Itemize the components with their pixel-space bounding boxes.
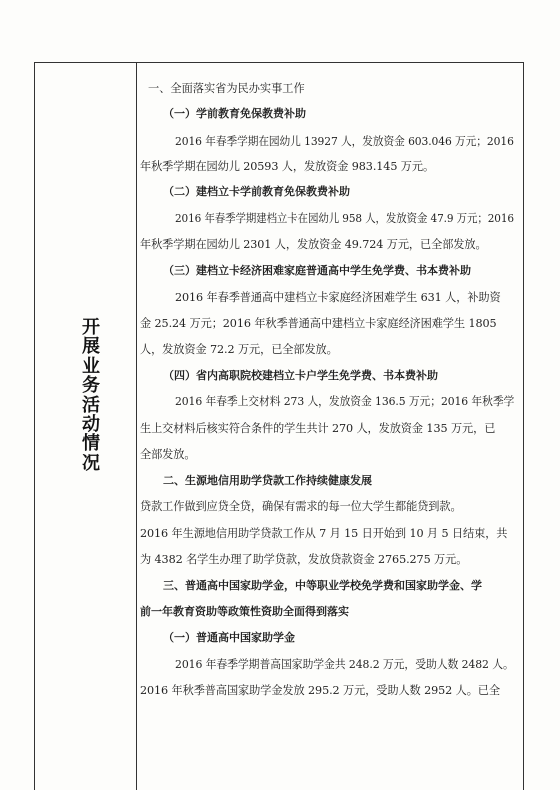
subsection-heading: （二）建档立卡学前教育免保教费补助 xyxy=(163,185,350,198)
paragraph-line: 生上交材料后核实符合条件的学生共计 270 人，发放资金 135 万元，已 xyxy=(140,422,496,435)
section-heading: 二、生源地信用助学贷款工作持续健康发展 xyxy=(163,474,372,487)
section-heading: 前一年教育资助等政策性资助全面得到落实 xyxy=(140,605,349,618)
section-heading: 一、全面落实省为民办实事工作 xyxy=(148,82,305,95)
row-label-char: 开 xyxy=(82,317,100,338)
row-label xyxy=(78,318,104,473)
row-label-char: 业 xyxy=(82,355,100,377)
section-heading: 三、普通高中国家助学金，中等职业学校免学费和国家助学金、学 xyxy=(163,579,482,592)
row-label-char: 展 xyxy=(82,336,100,358)
paragraph-line: 2016 年生源地信用助学贷款工作从 7 月 15 日开始到 10 月 5 日结束，共 xyxy=(140,527,508,540)
paragraph-line: 贷款工作做到应贷全贷，确保有需求的每一位大学生都能贷到款。 xyxy=(140,500,462,513)
row-label-char: 情 xyxy=(82,433,100,455)
row-label-char: 务 xyxy=(82,375,100,397)
subsection-heading: （四）省内高职院校建档立卡户学生免学费、书本费补助 xyxy=(163,369,438,382)
row-label-char: 活 xyxy=(82,394,100,416)
column-divider xyxy=(136,62,137,790)
paragraph-line: 年秋季学期在园幼儿 2301 人，发放资金 49.724 万元，已全部发放。 xyxy=(140,238,487,251)
paragraph-line: 全部发放。 xyxy=(140,448,196,461)
paragraph-line: 人，发放资金 72.2 万元，已全部发放。 xyxy=(140,343,338,356)
paragraph-line: 2016 年春季学期建档立卡在园幼儿 958 人，发放资金 47.9 万元；2016 xyxy=(175,212,514,225)
row-label-char: 动 xyxy=(82,414,100,436)
row-label-char: 况 xyxy=(82,452,100,474)
paragraph-line: 金 25.24 万元；2016 年秋季普通高中建档立卡家庭经济困难学生 1805 xyxy=(140,317,497,330)
subsection-heading: （三）建档立卡经济困难家庭普通高中学生免学费、书本费补助 xyxy=(163,264,471,277)
paragraph-line: 2016 年春季学期在园幼儿 13927 人，发放资金 603.046 万元；2016 xyxy=(175,135,514,148)
paragraph-line: 为 4382 名学生办理了助学贷款，发放贷款资金 2765.275 万元。 xyxy=(140,553,468,566)
paragraph-line: 2016 年春季普通高中建档立卡家庭经济困难学生 631 人，补助资 xyxy=(175,291,501,304)
paragraph-line: 年秋季学期在园幼儿 20593 人，发放资金 983.145 万元。 xyxy=(140,160,435,173)
subsection-heading: （一）普通高中国家助学金 xyxy=(163,631,295,644)
paragraph-line: 2016 年春季学期普高国家助学金共 248.2 万元，受助人数 2482 人。 xyxy=(175,658,514,671)
subsection-heading: （一）学前教育免保教费补助 xyxy=(163,107,306,120)
paragraph-line: 2016 年秋季普高国家助学金发放 295.2 万元，受助人数 2952 人。已全 xyxy=(140,684,500,697)
paragraph-line: 2016 年春季上交材料 273 人，发放资金 136.5 万元；2016 年秋季学 xyxy=(175,395,515,408)
